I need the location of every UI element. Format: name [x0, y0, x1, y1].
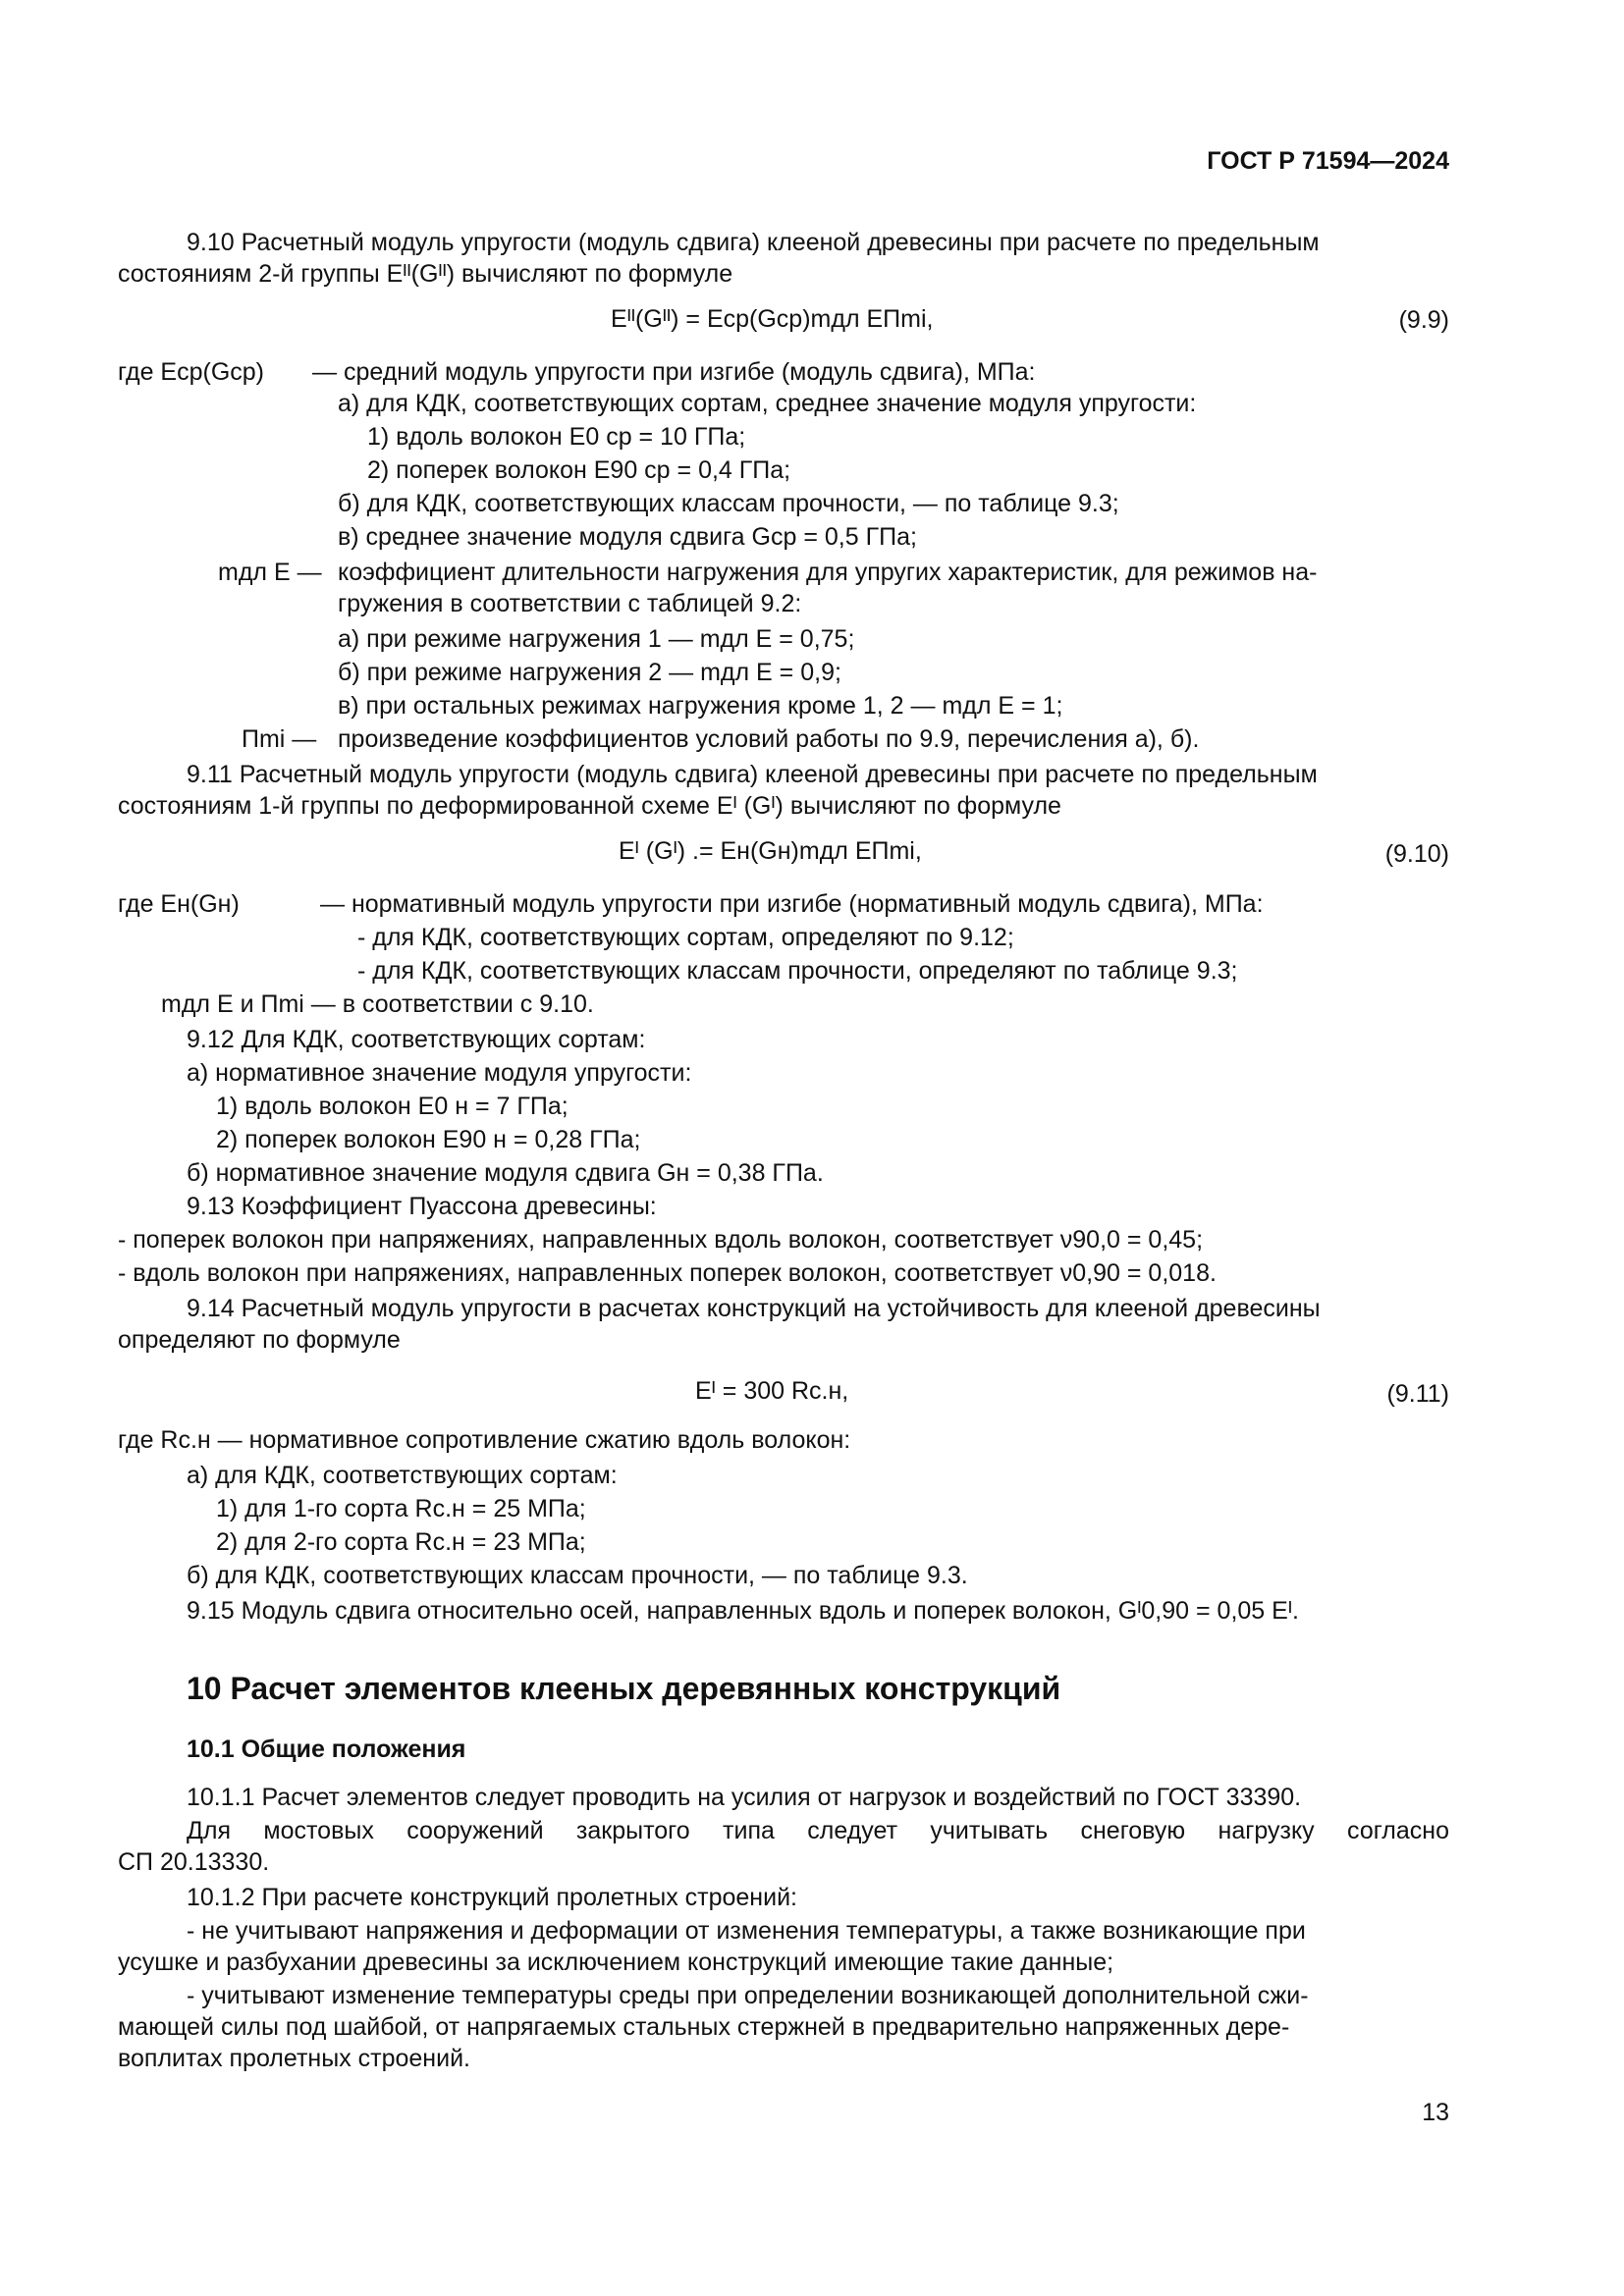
- list-item: усушке и разбухании древесины за исключением конструкций имеющие такие данные;: [118, 1949, 1114, 1976]
- formula-9-9: Eᴵᴵ(Gᴵᴵ) = Eср(Gср)mдл EПmi,: [611, 305, 934, 333]
- para-10-1-2: 10.1.2 При расчете конструкций пролетных строений:: [187, 1884, 797, 1911]
- pm-term: Пmi —: [242, 725, 317, 753]
- para-9-10-line-1: 9.10 Расчетный модуль упругости (модуль сдвига) клееной древесины при расчете по предельным: [187, 229, 1320, 256]
- page-number: 13: [1422, 2099, 1449, 2126]
- list-item: а) при режиме нагружения 1 — mдл E = 0,75;: [338, 625, 855, 653]
- where-line: где Rс.н — нормативное сопротивление сжатию вдоль волокон:: [118, 1426, 851, 1454]
- list-item: 1) для 1-го сорта Rс.н = 25 МПа;: [216, 1495, 586, 1522]
- m-term: mдл E —: [218, 559, 322, 586]
- para-snow-line-2: СП 20.13330.: [118, 1848, 270, 1876]
- list-item: б) для КДК, соответствующих классам прочности, — по таблице 9.3.: [187, 1562, 968, 1589]
- list-item: б) при режиме нагружения 2 — mдл E = 0,9;: [338, 659, 841, 686]
- para-9-15: 9.15 Модуль сдвига относительно осей, направленных вдоль и поперек волокон, Gᴵ0,90 = 0,05 Eᴵ.: [187, 1597, 1299, 1625]
- list-item: - поперек волокон при напряжениях, направленных вдоль волокон, соответствует ν90,0 = 0,45;: [118, 1226, 1204, 1254]
- list-item: мающей силы под шайбой, от напрягаемых стальных стержней в предварительно напряженных дере-: [118, 2013, 1290, 2041]
- list-item: б) нормативное значение модуля сдвига Gн = 0,38 ГПа.: [187, 1159, 824, 1187]
- list-item: в) при остальных режимах нагружения кроме 1, 2 — mдл E = 1;: [338, 692, 1063, 720]
- para-9-13-title: 9.13 Коэффициент Пуассона древесины:: [187, 1193, 657, 1220]
- formula-9-10: Eᴵ (Gᴵ) .= Eн(Gн)mдл EПmi,: [619, 837, 922, 865]
- para-9-14-line-1: 9.14 Расчетный модуль упругости в расчетах конструкций на устойчивость для клееной древесины: [187, 1295, 1321, 1322]
- reference-line: mдл E и Пmi — в соответствии с 9.10.: [161, 990, 594, 1018]
- list-item: б) для КДК, соответствующих классам прочности, — по таблице 9.3;: [338, 490, 1119, 517]
- list-item: а) нормативное значение модуля упругости:: [187, 1059, 692, 1087]
- list-item: в) среднее значение модуля сдвига Gср = 0,5 ГПа;: [338, 523, 917, 551]
- where-definition: — средний модуль упругости при изгибе (модуль сдвига), МПа:: [312, 358, 1036, 386]
- para-9-11-line-2: состояниям 1-й группы по деформированной схеме Eᴵ (Gᴵ) вычисляют по формуле: [118, 792, 1061, 820]
- list-item: 1) вдоль волокон E0 н = 7 ГПа;: [216, 1093, 568, 1120]
- para-9-14-line-2: определяют по формуле: [118, 1326, 401, 1354]
- where-term: где Eср(Gср): [118, 358, 265, 386]
- para-snow-line-1: Для мостовых сооружений закрытого типа следует учитывать снеговую нагрузку согласно: [187, 1817, 1449, 1844]
- list-item: а) для КДК, соответствующих сортам, среднее значение модуля упругости:: [338, 390, 1197, 417]
- list-item: - для КДК, соответствующих сортам, определяют по 9.12;: [357, 924, 1014, 951]
- where-term: где Eн(Gн): [118, 890, 240, 918]
- m-definition-line-2: гружения в соответствии с таблицей 9.2:: [338, 590, 802, 617]
- list-item: 2) поперек волокон E90 ср = 0,4 ГПа;: [367, 456, 791, 484]
- list-item: 2) для 2-го сорта Rс.н = 23 МПа;: [216, 1528, 586, 1556]
- m-definition-line-1: коэффициент длительности нагружения для упругих характеристик, для режимов на-: [338, 559, 1318, 586]
- formula-9-11-number: (9.11): [1386, 1380, 1449, 1408]
- subsection-heading: 10.1 Общие положения: [187, 1735, 466, 1763]
- formula-9-9-number: (9.9): [1398, 306, 1449, 334]
- list-item: а) для КДК, соответствующих сортам:: [187, 1462, 618, 1489]
- para-10-1-1: 10.1.1 Расчет элементов следует проводить на усилия от нагрузок и воздействий по ГОСТ 33390.: [187, 1784, 1302, 1811]
- list-item: - для КДК, соответствующих классам прочности, определяют по таблице 9.3;: [357, 957, 1238, 985]
- where-definition: — нормативный модуль упругости при изгибе (нормативный модуль сдвига), МПа:: [320, 890, 1264, 918]
- formula-9-10-number: (9.10): [1384, 840, 1449, 868]
- list-item: воплитах пролетных строений.: [118, 2045, 470, 2072]
- section-heading: 10 Расчет элементов клееных деревянных конструкций: [187, 1671, 1061, 1706]
- para-9-10-line-2: состояниям 2-й группы Eᴵᴵ(Gᴵᴵ) вычисляют по формуле: [118, 260, 733, 288]
- list-item: 2) поперек волокон E90 н = 0,28 ГПа;: [216, 1126, 641, 1153]
- list-item: - учитывают изменение температуры среды при определении возникающей дополнительной сжи-: [187, 1982, 1309, 2009]
- para-9-11-line-1: 9.11 Расчетный модуль упругости (модуль сдвига) клееной древесины при расчете по предельным: [187, 761, 1318, 788]
- document-id: ГОСТ Р 71594—2024: [1207, 147, 1449, 175]
- para-9-12-title: 9.12 Для КДК, соответствующих сортам:: [187, 1026, 646, 1053]
- formula-9-11: Eᴵ = 300 Rс.н,: [695, 1377, 849, 1405]
- list-item: 1) вдоль волокон E0 ср = 10 ГПа;: [367, 423, 746, 451]
- list-item: - вдоль волокон при напряжениях, направленных поперек волокон, соответствует ν0,90 = 0,018.: [118, 1259, 1217, 1287]
- pm-definition: произведение коэффициентов условий работы по 9.9, перечисления а), б).: [338, 725, 1200, 753]
- list-item: - не учитывают напряжения и деформации от изменения температуры, а также возникающие при: [187, 1917, 1306, 1945]
